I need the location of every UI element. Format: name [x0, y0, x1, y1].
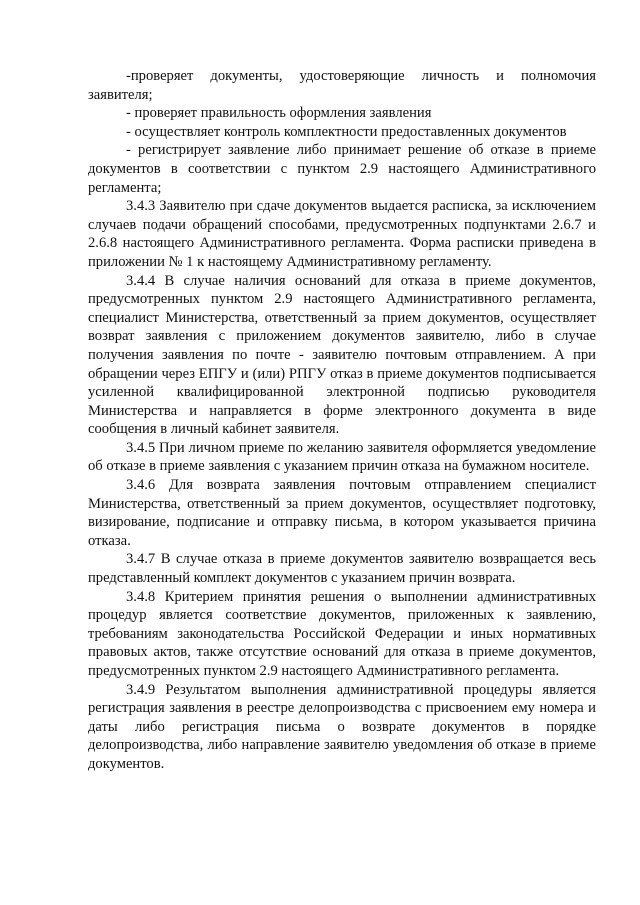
paragraph-3-4-8: 3.4.8 Критерием принятия решения о выполнении административных процедур является соответствие документов, приложенных к заявлению, требованиям законодательства Российской Федерации и иных нормативных правовых актов, также отсутствие оснований для отказа в приеме документов, предусмотренных пунктом 2.9 настоящего Административного регламента. [88, 588, 596, 679]
list-item-check-identity: -проверяет документы, удостоверяющие личность и полномочия заявителя; [88, 68, 596, 103]
document-page [88, 67, 596, 774]
paragraph-3-4-9: 3.4.9 Результатом выполнения административной процедуры является регистрация заявления в реестре делопроизводства с присвоением ему номера и даты либо регистрация письма о возврате документов в порядке делопроизводства, либо направление заявителю уведомления об отказе в приеме документов. [88, 681, 596, 772]
list-item-check-application: - проверяет правильность оформления заявления [126, 105, 432, 122]
paragraph-3-4-6: 3.4.6 Для возврата заявления почтовым отправлением специалист Министерства, ответственный за прием документов, осуществляет подготовку, визирование, подписание и отправку письма, в котором указывается причина отказа. [88, 477, 596, 549]
list-item-register-application: - регистрирует заявление либо принимает решение об отказе в приеме документов в соответствии с пунктом 2.9 настоящего Административного регламента; [88, 142, 596, 196]
paragraph-3-4-5: 3.4.5 При личном приеме по желанию заявителя оформляется уведомление об отказе в приеме заявления с указанием причин отказа на бумажном носителе. [88, 439, 596, 475]
paragraph-3-4-4: 3.4.4 В случае наличия оснований для отказа в приеме документов, предусмотренных пунктом 2.9 настоящего Административного регламента, специалист Министерства, ответственный за прием документов, осуществляет возврат заявления с приложением документов заявителю, либо в случае получения заявления по почте - заявителю почтовым отправлением. А при обращении через ЕПГУ и (или) РПГУ отказ в приеме документов подписывается усиленной квалифицированной электронной подписью руководителя Министерства и направляется в форме электронного документа в виде сообщения в личный кабинет заявителя. [88, 272, 596, 438]
paragraph-3-4-3: 3.4.3 Заявителю при сдаче документов выдается расписка, за исключением случаев подачи обращений способами, предусмотренных подпунктами 2.6.7 и 2.6.8 настоящего Административного регламента. Форма расписки приведена в приложении № 1 к настоящему Административному регламенту. [88, 198, 596, 270]
paragraph-3-4-7: 3.4.7 В случае отказа в приеме документов заявителю возвращается весь представленный комплект документов с указанием причин возврата. [88, 551, 596, 587]
list-item-check-completeness: - осуществляет контроль комплектности предоставленных документов [126, 123, 567, 140]
